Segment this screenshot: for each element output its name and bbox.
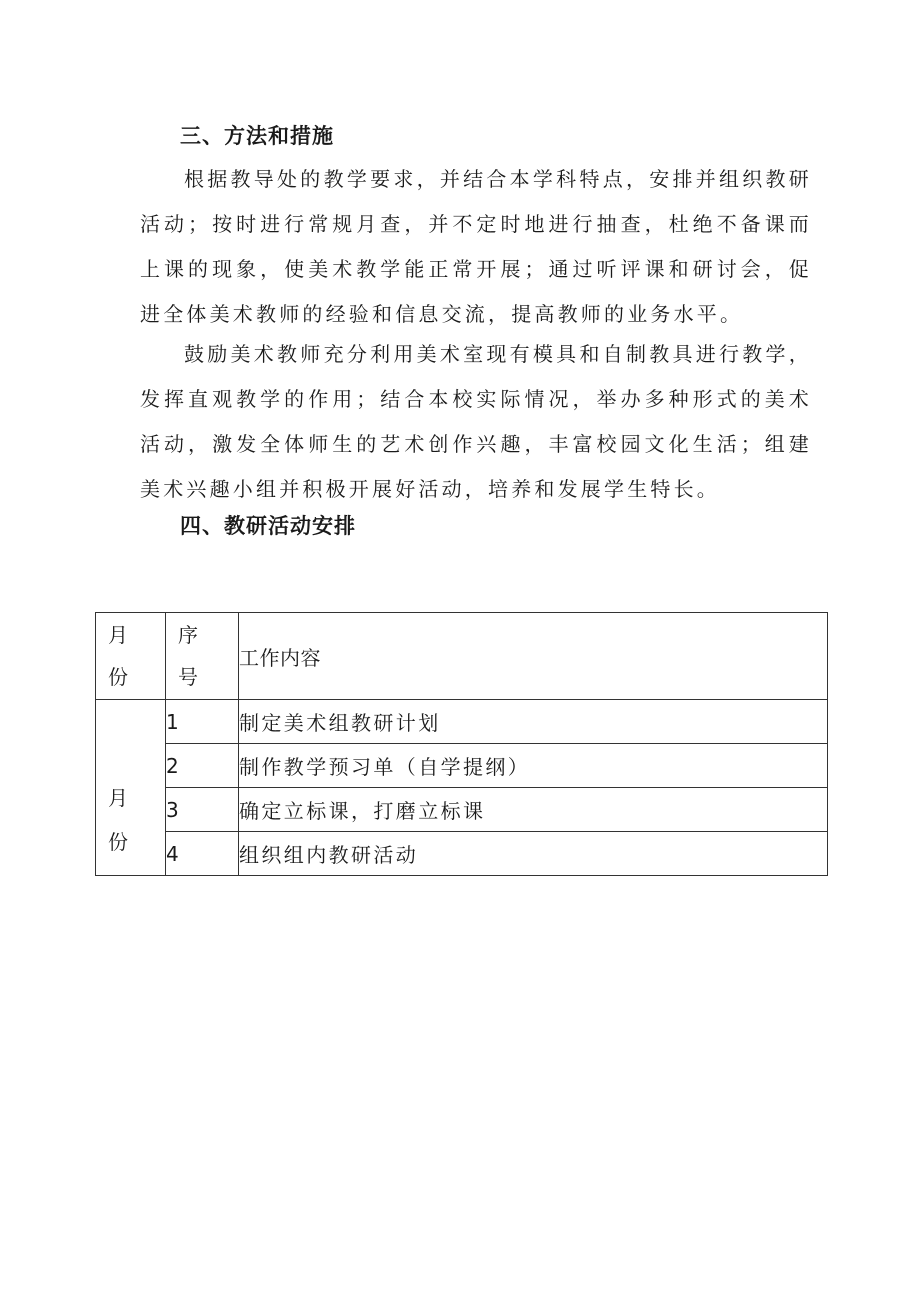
header-month-top: 月 (108, 623, 128, 647)
table-row (96, 832, 828, 876)
header-seq-bottom: 号 (178, 665, 198, 689)
header-seq-top: 序 (178, 623, 198, 647)
row-content: 组织组内教研活动 (239, 832, 828, 876)
section-3-paragraph-2: 鼓励美术教师充分利用美术室现有模具和自制教具进行教学，发挥直观教学的作用；结合本校实际情况，举办多种形式的美术活动，激发全体师生的艺术创作兴趣，丰富校园文化生活；组建美术兴趣小组并积极开展好活动，培养和发展学生特长。 (140, 342, 812, 501)
table-row (96, 744, 828, 788)
month-cell (96, 700, 166, 876)
header-month-cell (96, 613, 166, 700)
row-seq: 3 (166, 788, 239, 832)
header-month-bottom: 份 (108, 665, 128, 689)
table-header-row (96, 613, 828, 700)
section-3-paragraph-1: 根据教导处的教学要求，并结合本学科特点，安排并组织教研活动；按时进行常规月查，并不定时地进行抽查，杜绝不备课而上课的现象，使美术教学能正常开展；通过听评课和研讨会，促进全体美术教师的经验和信息交流，提高教师的业务水平。 (140, 167, 812, 326)
section-4-heading: 四、教研活动安排 (180, 514, 356, 538)
row-content: 制作教学预习单（自学提纲） (239, 744, 828, 788)
row-seq: 4 (166, 832, 239, 876)
month-label-top: 月 (108, 785, 128, 810)
table-row (96, 700, 828, 744)
row-seq: 2 (166, 744, 239, 788)
month-label-bottom: 份 (108, 829, 128, 854)
header-content-cell: 工作内容 (239, 613, 828, 700)
section-3-heading: 三、方法和措施 (180, 124, 334, 148)
header-seq-cell (166, 613, 239, 700)
row-content: 确定立标课，打磨立标课 (239, 788, 828, 832)
activity-schedule-table (95, 612, 828, 876)
table-row (96, 788, 828, 832)
row-content: 制定美术组教研计划 (239, 700, 828, 744)
row-seq: 1 (166, 700, 239, 744)
